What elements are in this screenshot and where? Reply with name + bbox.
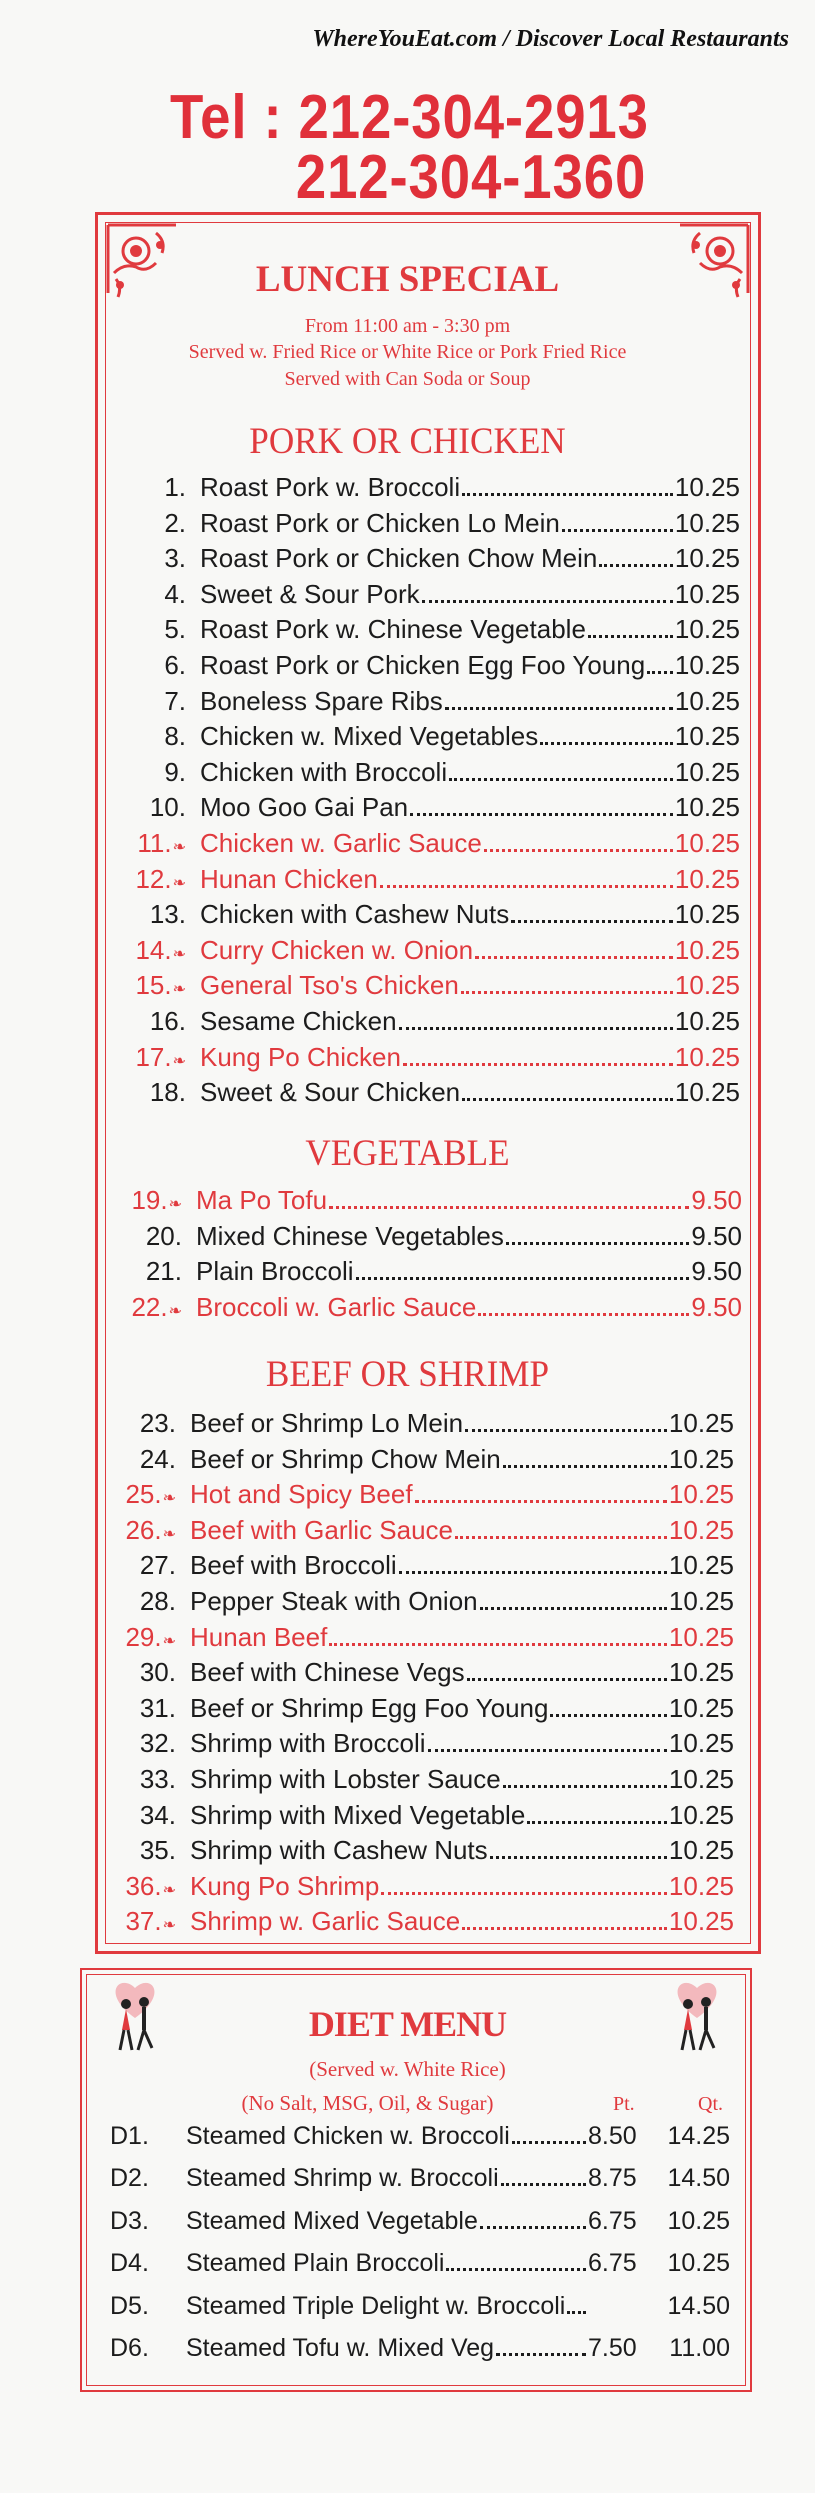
- menu-item-name: Plain Broccoli: [196, 1256, 354, 1287]
- menu-item-price: 10.25: [674, 1041, 740, 1072]
- menu-item-name: Chicken w. Mixed Vegetables: [200, 721, 539, 752]
- menu-item-number: [124, 506, 192, 540]
- menu-item-name: Chicken w. Garlic Sauce: [200, 828, 482, 858]
- diet-item-price-pint: 6.75: [588, 2249, 637, 2278]
- menu-item-number: [124, 826, 192, 865]
- menu-item: [114, 1869, 734, 1903]
- menu-item-number: [114, 1833, 182, 1867]
- diet-item: [110, 2331, 730, 2365]
- menu-item-number-text: 8.: [164, 721, 186, 752]
- menu-item-number-text: 20.: [145, 1220, 182, 1251]
- menu-item: [124, 470, 740, 504]
- menu-item-number-text: 11.: [137, 828, 172, 858]
- menu-item: [114, 1655, 734, 1689]
- menu-item-price: 10.25: [674, 934, 740, 965]
- dot-leader: [462, 493, 673, 496]
- menu-item: [124, 1004, 740, 1038]
- dot-leader: [588, 635, 673, 638]
- menu-item-name: Sesame Chicken: [200, 1006, 397, 1036]
- chili-pepper-icon: ❧: [162, 1490, 176, 1508]
- dot-leader: [445, 707, 673, 710]
- diet-item-number: D4.: [110, 2249, 149, 2278]
- menu-item-number: [124, 862, 192, 901]
- menu-item-number: [124, 897, 192, 931]
- dot-leader: [422, 600, 673, 603]
- dot-leader: [356, 1277, 690, 1280]
- menu-item: [124, 968, 740, 1002]
- menu-item-number-text: 35.: [139, 1835, 176, 1866]
- menu-item-number: [124, 577, 192, 611]
- menu-item-number: [114, 1548, 182, 1582]
- menu-item-number: [120, 1290, 188, 1329]
- diet-item-price-quart: 10.25: [667, 2249, 730, 2278]
- diet-item-name: Steamed Mixed Vegetable: [186, 2206, 478, 2235]
- diet-item: [110, 2204, 730, 2238]
- menu-item-number-text: 29.: [125, 1621, 162, 1652]
- menu-item-name: Shrimp w. Garlic Sauce: [190, 1906, 461, 1937]
- menu-item: [124, 897, 740, 931]
- dot-leader: [511, 920, 673, 923]
- menu-item-number: [124, 968, 192, 1007]
- menu-item-price: 10.25: [674, 828, 740, 858]
- menu-item-name: Kung Po Chicken: [200, 1041, 401, 1072]
- menu-item-price: 10.25: [668, 1870, 734, 1901]
- chili-pepper-icon: ❧: [172, 945, 186, 963]
- menu-item: [114, 1406, 734, 1440]
- menu-item-number: [124, 1040, 192, 1079]
- diet-item-price-pint: 8.50: [588, 2122, 637, 2150]
- menu-item-price: 10.25: [668, 1586, 734, 1616]
- menu-item-name: Chicken with Broccoli: [200, 756, 448, 787]
- menu-item-number: [124, 612, 192, 646]
- menu-item-number-text: 9.: [164, 756, 186, 787]
- menu-item-number: [124, 755, 192, 789]
- menu-item: [114, 1798, 734, 1832]
- menu-item-number-text: 3.: [164, 543, 186, 574]
- menu-item-number: [114, 1620, 182, 1659]
- menu-item-name: Beef with Chinese Vegs: [190, 1657, 465, 1688]
- menu-item-price: 10.25: [668, 1479, 734, 1510]
- diet-served: (Served w. White Rice): [309, 2057, 506, 2081]
- diet-item-price-pint: 6.75: [588, 2206, 637, 2235]
- dot-leader: [484, 849, 673, 852]
- diet-item-price-pint: 8.75: [588, 2164, 637, 2193]
- menu-item: [120, 1183, 742, 1217]
- diet-menu-title: DIET MENU: [308, 2004, 507, 2044]
- dot-leader: [550, 1714, 666, 1717]
- menu-item-name: Curry Chicken w. Onion: [200, 934, 474, 965]
- phone-numbers: [170, 83, 649, 212]
- menu-item-price: 10.25: [668, 1728, 734, 1759]
- dot-leader: [399, 1571, 667, 1574]
- chili-pepper-icon: ❧: [172, 1052, 186, 1070]
- dot-leader: [462, 1927, 667, 1930]
- dot-leader: [567, 2311, 586, 2314]
- menu-item-number-text: 24.: [139, 1443, 176, 1474]
- menu-item-name: Pepper Steak with Onion: [190, 1586, 478, 1616]
- lunch-special-title: LUNCH SPECIAL: [255, 259, 560, 300]
- menu-item-number-text: 7.: [164, 685, 186, 716]
- menu-item-name: Roast Pork or Chicken Chow Mein: [200, 543, 598, 574]
- menu-item-name: Hot and Spicy Beef: [190, 1479, 413, 1510]
- dot-leader: [467, 1678, 667, 1681]
- menu-item-price: 10.25: [674, 1006, 740, 1036]
- diet-item-number: D6.: [110, 2334, 149, 2362]
- diet-item-number: D3.: [110, 2206, 149, 2235]
- diet-item-price-quart: 14.25: [667, 2122, 730, 2150]
- lunch-served-soda: Served with Can Soda or Soup: [284, 368, 531, 390]
- dot-leader: [478, 1313, 689, 1316]
- dot-leader: [455, 1536, 667, 1539]
- chili-pepper-icon: ❧: [168, 1196, 182, 1213]
- phone-1: Tel : 212-304-2913: [170, 83, 649, 152]
- dot-leader: [503, 1785, 667, 1788]
- phone-2: 212-304-1360: [295, 143, 647, 212]
- menu-item-name: Beef or Shrimp Lo Mein: [190, 1408, 464, 1438]
- menu-item-price: 10.25: [668, 1799, 734, 1830]
- menu-item: [124, 648, 740, 682]
- menu-item-name: Sweet & Sour Chicken: [200, 1077, 461, 1108]
- menu-item-name: Roast Pork w. Broccoli: [200, 472, 461, 502]
- menu-item-number-text: 15.: [135, 970, 172, 1001]
- dot-leader: [501, 2183, 586, 2186]
- menu-item-name: Shrimp with Broccoli: [190, 1728, 426, 1759]
- diet-item-price-quart: 10.25: [667, 2206, 730, 2235]
- diet-item-number: D5.: [110, 2291, 149, 2320]
- menu-item-name: Sweet & Sour Pork: [200, 578, 420, 609]
- menu-item: [120, 1254, 742, 1288]
- menu-item-number: [124, 1004, 192, 1038]
- dot-leader: [496, 2353, 586, 2356]
- menu-item-number: [114, 1406, 182, 1440]
- menu-item: [114, 1442, 734, 1476]
- menu-item-number-text: 36.: [125, 1870, 162, 1901]
- diet-note: (No Salt, MSG, Oil, & Sugar): [241, 2091, 494, 2115]
- dot-leader: [475, 956, 673, 959]
- menu-item-number: [124, 933, 192, 972]
- menu-item: [124, 612, 740, 646]
- menu-item: [114, 1548, 734, 1582]
- diet-item-name: Steamed Shrimp w. Broccoli: [186, 2164, 499, 2193]
- menu-item: [124, 790, 740, 824]
- dot-leader: [446, 2268, 586, 2271]
- menu-item: [124, 684, 740, 718]
- menu-item: [124, 1075, 740, 1109]
- menu-item-number-text: 31.: [139, 1692, 176, 1723]
- diet-item-name: Steamed Chicken w. Broccoli: [186, 2122, 510, 2150]
- menu-item-number-text: 6.: [164, 650, 186, 680]
- menu-item-number-text: 34.: [139, 1799, 176, 1830]
- menu-item-number-text: 28.: [139, 1586, 176, 1616]
- menu-item-number-text: 2.: [164, 507, 186, 538]
- diet-item: [110, 2161, 730, 2195]
- dot-leader: [399, 1027, 673, 1030]
- menu-item-price: 10.25: [668, 1408, 734, 1438]
- menu-item-name: Kung Po Shrimp: [190, 1870, 380, 1901]
- dot-leader: [449, 778, 673, 781]
- menu-item-number: [114, 1798, 182, 1832]
- dot-leader: [410, 813, 673, 816]
- menu-item: [124, 862, 740, 896]
- menu-item-number: [114, 1477, 182, 1516]
- diet-item-name: Steamed Plain Broccoli: [186, 2249, 445, 2278]
- section-title-beef-shrimp: BEEF OR SHRIMP: [265, 1354, 550, 1395]
- menu-item-number-text: 12.: [135, 863, 172, 894]
- menu-item-number-text: 22.: [131, 1291, 168, 1322]
- menu-item-number-text: 5.: [164, 614, 186, 645]
- diet-item-price-quart: 11.00: [669, 2334, 730, 2362]
- dot-leader: [599, 564, 673, 567]
- menu-item: [124, 577, 740, 611]
- menu-item: [114, 1620, 734, 1654]
- menu-item: [114, 1762, 734, 1796]
- dot-leader: [381, 1892, 667, 1895]
- dot-leader: [506, 1242, 690, 1245]
- menu-item-number: [114, 1584, 182, 1618]
- menu-item-price: 10.25: [668, 1764, 734, 1794]
- dot-leader: [462, 1098, 673, 1101]
- menu-item-price: 10.25: [674, 756, 740, 787]
- menu-item-number: [124, 684, 192, 718]
- menu-item-number-text: 10.: [149, 792, 186, 823]
- menu-item-number-text: 4.: [164, 578, 186, 609]
- menu-item-name: Mixed Chinese Vegetables: [196, 1220, 504, 1251]
- menu-item-name: Hunan Chicken: [200, 863, 378, 894]
- dot-leader: [428, 1749, 667, 1752]
- menu-item-price: 10.25: [668, 1692, 734, 1723]
- dot-leader: [461, 991, 673, 994]
- chili-pepper-icon: ❧: [162, 1881, 176, 1899]
- menu-item-number: [114, 1655, 182, 1689]
- menu-item-number: [124, 719, 192, 753]
- menu-item-number-text: 18.: [149, 1077, 186, 1108]
- diet-item-name: Steamed Tofu w. Mixed Veg: [186, 2334, 495, 2362]
- menu-item-name: Shrimp with Cashew Nuts: [190, 1835, 488, 1866]
- chili-pepper-icon: ❧: [162, 1632, 176, 1650]
- dot-leader: [512, 2141, 586, 2144]
- dot-leader: [465, 1429, 667, 1432]
- menu-item: [124, 826, 740, 860]
- menu-item-name: Beef or Shrimp Egg Foo Young: [190, 1692, 549, 1723]
- menu-item-number-text: 26.: [125, 1514, 162, 1545]
- menu-item-price: 10.25: [674, 472, 740, 502]
- menu-item-number: [124, 790, 192, 824]
- diet-item: [110, 2289, 730, 2323]
- menu-item-name: Roast Pork or Chicken Egg Foo Young: [200, 650, 646, 680]
- menu-item-number: [114, 1726, 182, 1760]
- menu-item: [114, 1833, 734, 1867]
- menu-item: [114, 1726, 734, 1760]
- menu-item-name: Moo Goo Gai Pan: [200, 792, 409, 823]
- menu-item-number: [114, 1513, 182, 1552]
- menu-item-number-text: 33.: [139, 1764, 176, 1794]
- diet-item-number: D1.: [110, 2122, 149, 2150]
- menu-item: [120, 1219, 742, 1253]
- menu-item-price: 10.25: [674, 863, 740, 894]
- menu-item-number: [124, 648, 192, 682]
- menu-item-price: 9.50: [691, 1185, 742, 1215]
- chili-pepper-icon: ❧: [172, 839, 186, 856]
- menu-item: [124, 933, 740, 967]
- menu-item: [124, 1040, 740, 1074]
- menu-item-number-text: 30.: [139, 1657, 176, 1688]
- menu-item-price: 10.25: [674, 899, 740, 930]
- menu-item-price: 9.50: [691, 1256, 742, 1287]
- diet-item-number: D2.: [110, 2164, 149, 2193]
- dot-leader: [562, 529, 673, 532]
- menu-item-name: Beef or Shrimp Chow Mein: [190, 1443, 501, 1474]
- menu-item-name: Beef with Garlic Sauce: [190, 1514, 454, 1545]
- dot-leader: [480, 1607, 667, 1610]
- menu-item-number: [114, 1869, 182, 1908]
- chili-pepper-icon: ❧: [172, 981, 186, 999]
- menu-item-number: [120, 1183, 188, 1222]
- diet-item-price-pint: 7.50: [588, 2334, 637, 2362]
- menu-item: [124, 541, 740, 575]
- menu-item-price: 10.25: [668, 1657, 734, 1688]
- menu-item-number-text: 25.: [125, 1479, 162, 1510]
- menu-item-number: [124, 1075, 192, 1109]
- menu-item-name: Roast Pork or Chicken Lo Mein: [200, 507, 560, 538]
- menu-item-name: Broccoli w. Garlic Sauce: [196, 1291, 477, 1322]
- menu-item-number-text: 27.: [139, 1550, 176, 1581]
- menu-item: [114, 1513, 734, 1547]
- dot-leader: [380, 885, 673, 888]
- menu-item-price: 10.25: [668, 1621, 734, 1652]
- menu-item: [114, 1904, 734, 1938]
- menu-item-name: Shrimp with Lobster Sauce: [190, 1764, 501, 1794]
- menu-item-price: 10.25: [668, 1906, 734, 1937]
- col-header-quart: Qt.: [698, 2093, 723, 2115]
- diet-item-price-quart: 14.50: [667, 2291, 730, 2320]
- site-title: WhereYouEat.com / Discover Local Restaurants: [312, 26, 789, 52]
- col-header-pint: Pt.: [613, 2093, 635, 2115]
- dot-leader: [403, 1063, 673, 1066]
- menu-item-name: Shrimp with Mixed Vegetable: [190, 1799, 526, 1830]
- chili-pepper-icon: ❧: [162, 1525, 176, 1543]
- dot-leader: [480, 2226, 586, 2229]
- menu-item: [120, 1290, 742, 1324]
- menu-item-number: [120, 1219, 188, 1253]
- diet-item-price-quart: 14.50: [667, 2164, 730, 2193]
- chili-pepper-icon: ❧: [162, 1917, 176, 1935]
- dot-leader: [329, 1643, 667, 1646]
- menu-item: [114, 1477, 734, 1511]
- menu-item-price: 9.50: [691, 1220, 742, 1251]
- menu-item-number-text: 16.: [149, 1006, 186, 1036]
- section-title-pork-chicken: PORK OR CHICKEN: [249, 421, 566, 462]
- dot-leader: [540, 742, 673, 745]
- menu-item-number-text: 32.: [139, 1728, 176, 1759]
- menu-item-number: [114, 1904, 182, 1943]
- menu-item-number-text: 14.: [135, 934, 172, 965]
- menu-item-price: 10.25: [674, 685, 740, 716]
- menu-item-number-text: 17.: [135, 1041, 172, 1072]
- lunch-hours: From 11:00 am - 3:30 pm: [304, 315, 511, 337]
- menu-item-name: Boneless Spare Ribs: [200, 685, 443, 716]
- menu-item-price: 10.25: [674, 792, 740, 823]
- menu-item-number: [114, 1442, 182, 1476]
- menu-item-price: 10.25: [674, 1077, 740, 1108]
- menu-item-price: 9.50: [691, 1291, 742, 1322]
- menu-item-price: 10.25: [674, 543, 740, 574]
- diet-item: [110, 2246, 730, 2280]
- menu-item-number: [120, 1254, 188, 1288]
- menu-item: [114, 1584, 734, 1618]
- dot-leader: [490, 1856, 667, 1859]
- dot-leader: [415, 1500, 667, 1503]
- menu-item-number-text: 19.: [131, 1185, 168, 1215]
- menu-item-price: 10.25: [668, 1550, 734, 1581]
- menu-item-name: Ma Po Tofu: [196, 1185, 328, 1215]
- menu-item: [124, 755, 740, 789]
- menu-item-name: Beef with Broccoli: [190, 1550, 397, 1581]
- menu-item-price: 10.25: [668, 1514, 734, 1545]
- menu-item-price: 10.25: [674, 614, 740, 645]
- menu-item-price: 10.25: [668, 1835, 734, 1866]
- diet-item: [110, 2119, 730, 2153]
- menu-item: [124, 719, 740, 753]
- menu-item-name: Hunan Beef: [190, 1621, 328, 1652]
- menu-item-price: 10.25: [674, 650, 740, 680]
- menu-item-number-text: 13.: [149, 899, 186, 930]
- menu-item-name: Roast Pork w. Chinese Vegetable: [200, 614, 586, 645]
- diet-item-name: Steamed Triple Delight w. Broccoli: [186, 2291, 566, 2320]
- menu-item: [114, 1691, 734, 1725]
- chili-pepper-icon: ❧: [168, 1302, 182, 1320]
- menu-item-number: [124, 541, 192, 575]
- menu-item-number-text: 21.: [145, 1256, 182, 1287]
- menu-item-number-text: 23.: [139, 1408, 176, 1438]
- dot-leader: [647, 671, 673, 674]
- menu-item-number: [114, 1762, 182, 1796]
- menu-item-name: General Tso's Chicken: [200, 970, 459, 1001]
- menu-item-price: 10.25: [674, 721, 740, 752]
- section-title-vegetable: VEGETABLE: [305, 1133, 510, 1174]
- menu-item-price: 10.25: [674, 578, 740, 609]
- menu-item-number: [124, 470, 192, 504]
- dot-leader: [527, 1821, 667, 1824]
- menu-item-number-text: 1.: [164, 472, 186, 502]
- menu-item-price: 10.25: [674, 970, 740, 1001]
- menu-item-number-text: 37.: [125, 1906, 162, 1937]
- menu-item: [124, 506, 740, 540]
- dot-leader: [503, 1465, 667, 1468]
- menu-item-price: 10.25: [668, 1443, 734, 1474]
- menu-item-name: Chicken with Cashew Nuts: [200, 899, 510, 930]
- chili-pepper-icon: ❧: [172, 874, 186, 892]
- dot-leader: [329, 1206, 689, 1209]
- menu-item-number: [114, 1691, 182, 1725]
- lunch-served-rice: Served w. Fried Rice or White Rice or Pork Fried Rice: [188, 341, 627, 363]
- menu-item-price: 10.25: [674, 507, 740, 538]
